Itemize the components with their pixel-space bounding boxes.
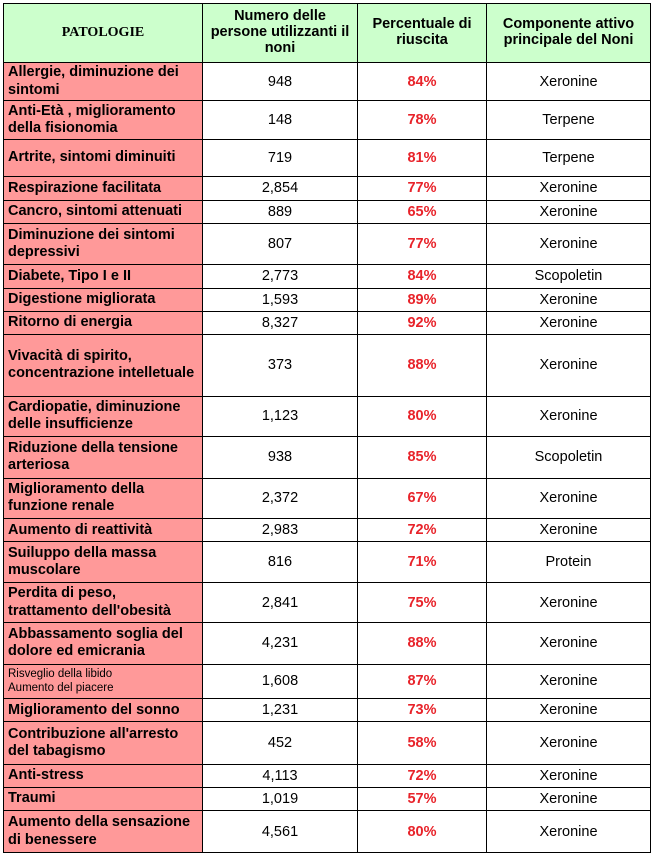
active-component-cell: Protein — [487, 542, 651, 582]
success-rate-cell: 75% — [358, 582, 487, 622]
active-component-cell: Xeronine — [487, 177, 651, 200]
table-row — [4, 139, 651, 176]
users-count-cell: 2,841 — [203, 582, 358, 622]
header-componente-attivo: Componente attivo principale del Noni — [487, 4, 651, 63]
success-rate-cell: 89% — [358, 288, 487, 311]
active-component-cell: Xeronine — [487, 396, 651, 436]
header-row — [4, 4, 651, 63]
users-count-cell: 1,608 — [203, 664, 358, 698]
pathology-cell: Perdita di peso, trattamento dell'obesità — [4, 582, 203, 622]
pathology-cell: Anti-stress — [4, 764, 203, 787]
success-rate-cell: 87% — [358, 664, 487, 698]
pathology-cell: Contribuzione all'arresto del tabagismo — [4, 722, 203, 764]
users-count-cell: 816 — [203, 542, 358, 582]
active-component-cell: Xeronine — [487, 478, 651, 518]
table-row — [4, 177, 651, 200]
pathology-cell: Artrite, sintomi diminuiti — [4, 139, 203, 176]
active-component-cell: Xeronine — [487, 335, 651, 397]
success-rate-cell: 81% — [358, 139, 487, 176]
table-row — [4, 722, 651, 764]
table-row — [4, 288, 651, 311]
users-count-cell: 889 — [203, 200, 358, 223]
noni-results-table — [3, 3, 651, 853]
table-row — [4, 335, 651, 397]
table-row — [4, 223, 651, 264]
active-component-cell: Xeronine — [487, 664, 651, 698]
active-component-cell: Xeronine — [487, 764, 651, 787]
users-count-cell: 719 — [203, 139, 358, 176]
active-component-cell: Terpene — [487, 101, 651, 139]
pathology-cell: Diabete, Tipo I e II — [4, 265, 203, 288]
pathology-cell: Digestione migliorata — [4, 288, 203, 311]
active-component-cell: Xeronine — [487, 63, 651, 101]
active-component-cell: Xeronine — [487, 811, 651, 853]
pathology-cell: Traumi — [4, 788, 203, 811]
users-count-cell: 148 — [203, 101, 358, 139]
table-row — [4, 664, 651, 698]
success-rate-cell: 78% — [358, 101, 487, 139]
table-row — [4, 519, 651, 542]
success-rate-cell: 85% — [358, 437, 487, 478]
success-rate-cell: 77% — [358, 223, 487, 264]
table-row — [4, 788, 651, 811]
active-component-cell: Xeronine — [487, 582, 651, 622]
pathology-cell: Vivacità di spirito, concentrazione intelletuale — [4, 335, 203, 397]
pathology-cell: Allergie, diminuzione dei sintomi — [4, 63, 203, 101]
users-count-cell: 948 — [203, 63, 358, 101]
success-rate-cell: 88% — [358, 623, 487, 664]
success-rate-cell: 80% — [358, 811, 487, 853]
table-row — [4, 311, 651, 334]
table-row — [4, 542, 651, 582]
success-rate-cell: 84% — [358, 63, 487, 101]
active-component-cell: Xeronine — [487, 288, 651, 311]
pathology-cell: Respirazione facilitata — [4, 177, 203, 200]
pathology-cell: Suiluppo della massa muscolare — [4, 542, 203, 582]
table-row — [4, 200, 651, 223]
active-component-cell: Xeronine — [487, 722, 651, 764]
users-count-cell: 4,231 — [203, 623, 358, 664]
users-count-cell: 2,773 — [203, 265, 358, 288]
success-rate-cell: 57% — [358, 788, 487, 811]
header-numero-persone: Numero delle persone utilizzanti il noni — [203, 4, 358, 63]
pathology-cell: Ritorno di energia — [4, 311, 203, 334]
success-rate-cell: 65% — [358, 200, 487, 223]
users-count-cell: 373 — [203, 335, 358, 397]
active-component-cell: Xeronine — [487, 788, 651, 811]
active-component-cell: Scopoletin — [487, 265, 651, 288]
active-component-cell: Xeronine — [487, 623, 651, 664]
pathology-cell: Riduzione della tensione arteriosa — [4, 437, 203, 478]
table-row — [4, 811, 651, 853]
table-row — [4, 437, 651, 478]
users-count-cell: 1,593 — [203, 288, 358, 311]
header-percentuale-riuscita: Percentuale di riuscita — [358, 4, 487, 63]
success-rate-cell: 67% — [358, 478, 487, 518]
pathology-cell: Aumento di reattività — [4, 519, 203, 542]
active-component-cell: Xeronine — [487, 200, 651, 223]
pathology-cell: Diminuzione dei sintomi depressivi — [4, 223, 203, 264]
success-rate-cell: 73% — [358, 699, 487, 722]
users-count-cell: 4,561 — [203, 811, 358, 853]
active-component-cell: Xeronine — [487, 311, 651, 334]
users-count-cell: 2,983 — [203, 519, 358, 542]
table-row — [4, 582, 651, 622]
pathology-cell: Aumento della sensazione di benessere — [4, 811, 203, 853]
active-component-cell: Terpene — [487, 139, 651, 176]
pathology-cell: Miglioramento del sonno — [4, 699, 203, 722]
users-count-cell: 452 — [203, 722, 358, 764]
pathology-line: Risveglio della libido — [8, 668, 113, 681]
header-patologie: PATOLOGIE — [4, 4, 203, 63]
pathology-cell: Abbassamento soglia del dolore ed emicrania — [4, 623, 203, 664]
table-row — [4, 396, 651, 436]
users-count-cell: 1,231 — [203, 699, 358, 722]
success-rate-cell: 77% — [358, 177, 487, 200]
table-row — [4, 478, 651, 518]
active-component-cell: Scopoletin — [487, 437, 651, 478]
success-rate-cell: 88% — [358, 335, 487, 397]
table-row — [4, 699, 651, 722]
pathology-cell: Anti-Età , miglioramento della fisionomia — [4, 101, 203, 139]
users-count-cell: 2,372 — [203, 478, 358, 518]
users-count-cell: 4,113 — [203, 764, 358, 787]
success-rate-cell: 71% — [358, 542, 487, 582]
pathology-cell — [4, 664, 203, 698]
table-row — [4, 63, 651, 101]
users-count-cell: 938 — [203, 437, 358, 478]
table-header — [4, 4, 651, 63]
users-count-cell: 2,854 — [203, 177, 358, 200]
users-count-cell: 1,019 — [203, 788, 358, 811]
pathology-cell: Miglioramento della funzione renale — [4, 478, 203, 518]
success-rate-cell: 84% — [358, 265, 487, 288]
pathology-cell: Cardiopatie, diminuzione delle insufficienze — [4, 396, 203, 436]
users-count-cell: 8,327 — [203, 311, 358, 334]
success-rate-cell: 92% — [358, 311, 487, 334]
table-row — [4, 101, 651, 139]
active-component-cell: Xeronine — [487, 223, 651, 264]
table-row — [4, 764, 651, 787]
table-body — [4, 63, 651, 853]
success-rate-cell: 80% — [358, 396, 487, 436]
pathology-cell: Cancro, sintomi attenuati — [4, 200, 203, 223]
pathology-line: Aumento del piacere — [8, 682, 114, 695]
success-rate-cell: 72% — [358, 519, 487, 542]
active-component-cell: Xeronine — [487, 699, 651, 722]
table-row — [4, 623, 651, 664]
users-count-cell: 1,123 — [203, 396, 358, 436]
users-count-cell: 807 — [203, 223, 358, 264]
success-rate-cell: 72% — [358, 764, 487, 787]
active-component-cell: Xeronine — [487, 519, 651, 542]
table-row — [4, 265, 651, 288]
success-rate-cell: 58% — [358, 722, 487, 764]
